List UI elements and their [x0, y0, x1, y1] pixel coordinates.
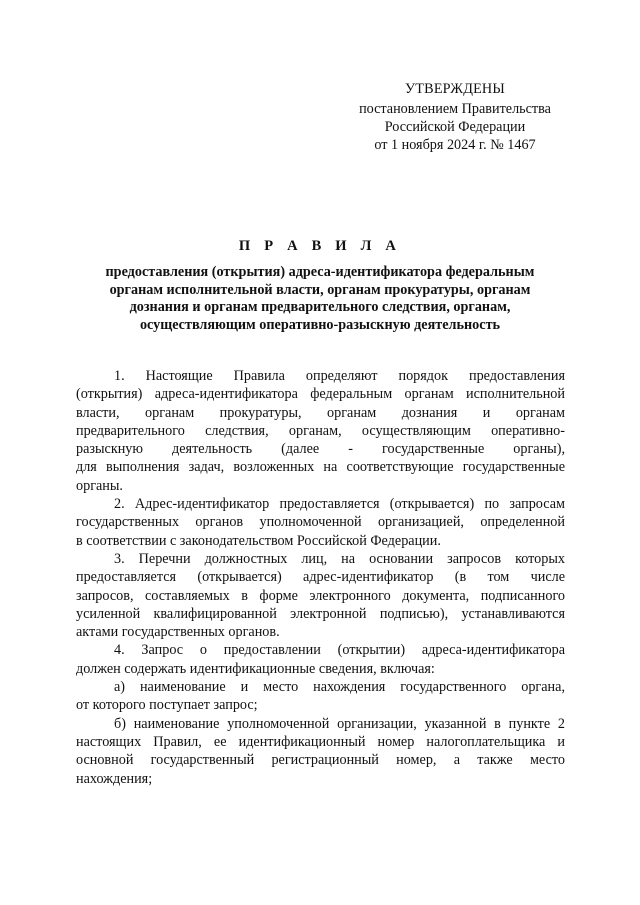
paragraph-line: предварительного следствия, органам, осуществляющим оперативно-	[76, 422, 565, 439]
approval-stamp	[340, 80, 570, 154]
approval-line-3: от 1 ноября 2024 г. № 1467	[374, 137, 536, 153]
approval-line-1: постановлением Правительства	[359, 101, 551, 117]
approval-line-2: Российской Федерации	[384, 119, 526, 135]
subtitle-line: дознания и органам предварительного следствия, органам,	[129, 299, 511, 315]
paragraph-2	[76, 495, 565, 550]
paragraph-line: актами государственных органов.	[76, 624, 280, 641]
paragraph-line: усиленной квалифицированной электронной подписью), устанавливаются	[76, 605, 565, 622]
paragraph-1	[76, 367, 565, 495]
paragraph-line: (открытия) адреса-идентификатора федеральным органам исполнительной	[76, 386, 565, 403]
paragraph-line: государственных органов уполномоченной организацией, определенной	[76, 514, 565, 531]
paragraph-line: 3. Перечни должностных лиц, на основании запросов которых	[114, 550, 565, 567]
subparagraph-b	[76, 715, 565, 788]
paragraph-line: а) наименование и место нахождения государственного органа,	[114, 679, 565, 696]
subtitle-line: осуществляющим оперативно-разыскную деятельность	[139, 316, 501, 333]
approved-heading: УТВЕРЖДЕНЫ	[405, 81, 505, 97]
paragraph-line: от которого поступает запрос;	[76, 697, 258, 714]
paragraph-line: для выполнения задач, возложенных на соответствующие государственные	[76, 459, 565, 476]
paragraph-line: предоставляется (открывается) адрес-идентификатор (в том числе	[76, 569, 565, 586]
paragraph-line: настоящих Правил, ее идентификационный номер налогоплательщика и	[76, 733, 565, 750]
paragraph-line: 4. Запрос о предоставлении (открытии) адреса-идентификатора	[114, 642, 565, 659]
paragraph-4	[76, 641, 565, 678]
paragraph-line: б) наименование уполномоченной организации, указанной в пункте 2	[114, 715, 565, 732]
paragraph-line: основной государственный регистрационный номер, а также место	[76, 752, 565, 769]
paragraph-line: в соответствии с законодательством Российской Федерации.	[76, 532, 441, 549]
paragraph-line: должен содержать идентификационные сведения, включая:	[76, 660, 435, 677]
paragraph-line: разыскную деятельность (далее - государственные органы),	[76, 441, 565, 458]
paragraph-line: власти, органам прокуратуры, органам дознания и органам	[76, 404, 565, 421]
subparagraph-a	[76, 678, 565, 715]
paragraph-line: нахождения;	[76, 770, 153, 787]
paragraph-3	[76, 550, 565, 641]
paragraph-line: 2. Адрес-идентификатор предоставляется (открывается) по запросам	[114, 496, 565, 513]
paragraph-line: 1. Настоящие Правила определяют порядок предоставления	[114, 368, 565, 384]
subtitle-line: органам исполнительной власти, органам прокуратуры, органам	[109, 281, 531, 298]
document-title: П Р А В И Л А	[238, 238, 402, 254]
paragraph-line: органы.	[76, 477, 123, 494]
document-body	[76, 367, 565, 788]
subtitle-line: предоставления (открытия) адреса-идентификатора федеральным	[105, 264, 535, 280]
paragraph-line: запросов, составляемых в форме электронного документа, подписанного	[76, 587, 565, 604]
document-subtitle	[100, 264, 540, 334]
